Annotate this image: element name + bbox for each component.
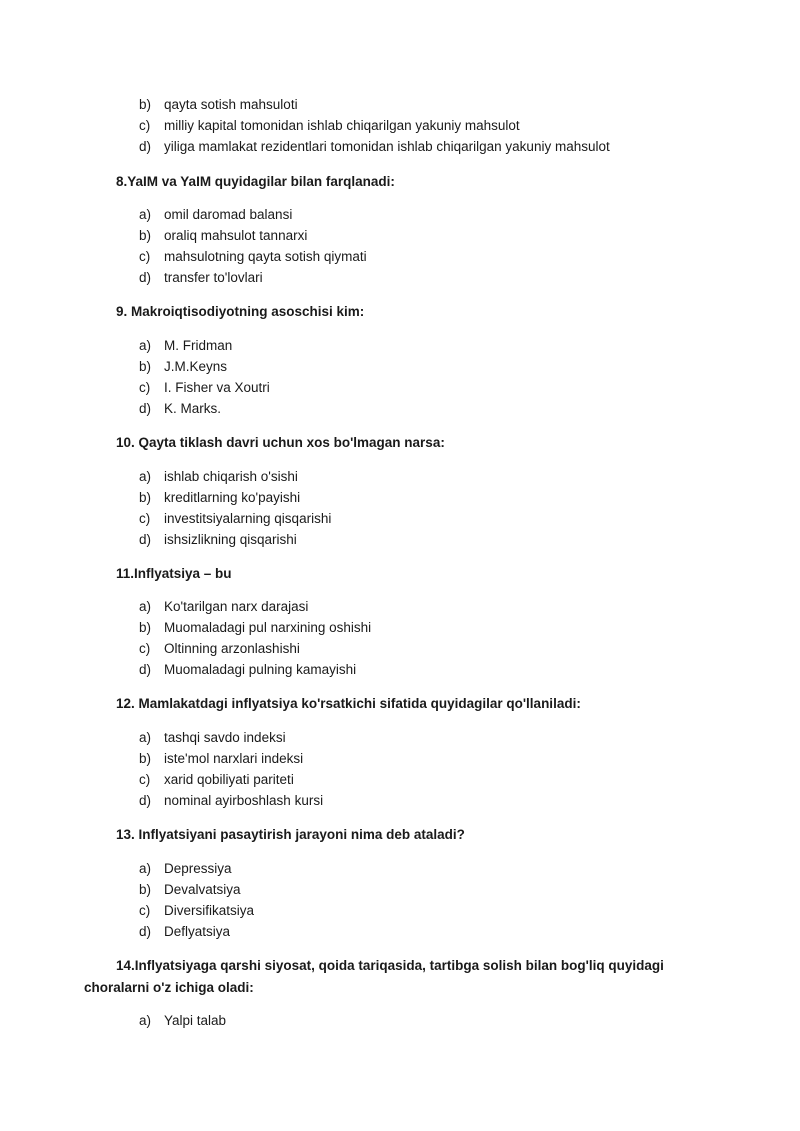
option-text: Ko'tarilgan narx darajasi (164, 599, 309, 614)
option-text: K. Marks. (164, 401, 222, 416)
option-text: ishsizlikning qisqarishi (164, 532, 297, 547)
option-text: omil daromad balansi (164, 207, 293, 222)
option-text: Yalpi talab (164, 1013, 227, 1028)
option-letter: b) (139, 620, 152, 635)
option-text: tashqi savdo indeksi (164, 730, 286, 745)
option-letter: d) (139, 139, 152, 154)
option-letter: a) (139, 338, 152, 353)
question-title-text: 14.Inflyatsiyaga qarshi siyosat, qoida tariqasida, tartibga solish bilan bog'liq quyidagi choralarni o'z ichiga oladi: (84, 958, 664, 995)
option-letter: c) (139, 249, 151, 264)
option-letter: b) (139, 751, 152, 766)
question-title: 13. Inflyatsiyani pasaytirish jarayoni nima deb ataladi? (116, 827, 465, 842)
question-title: 10. Qayta tiklash davri uchun xos bo'lmagan narsa: (116, 435, 445, 450)
question-title: 8.YaIM va YaIM quyidagilar bilan farqlanadi: (116, 174, 395, 189)
option-text: kreditlarning ko'payishi (164, 490, 301, 505)
option-letter: b) (139, 97, 152, 112)
option-letter: b) (139, 882, 152, 897)
option-letter: d) (139, 793, 152, 808)
option-letter: b) (139, 490, 152, 505)
option-text: milliy kapital tomonidan ishlab chiqarilgan yakuniy mahsulot (164, 118, 520, 133)
question-title: 11.Inflyatsiya – bu (116, 566, 232, 581)
option-text: iste'mol narxlari indeksi (164, 751, 304, 766)
option-text: ishlab chiqarish o'sishi (164, 469, 298, 484)
option-letter: c) (139, 772, 151, 787)
option-letter: d) (139, 270, 152, 285)
option-letter: c) (139, 511, 151, 526)
option-text: Deflyatsiya (164, 924, 231, 939)
option-letter: d) (139, 532, 152, 547)
option-text: nominal ayirboshlash kursi (164, 793, 324, 808)
option-letter: c) (139, 380, 151, 395)
option-letter: a) (139, 599, 152, 614)
option-letter: a) (139, 861, 152, 876)
option-text: I. Fisher va Xoutri (164, 380, 270, 395)
option-letter: a) (139, 469, 152, 484)
option-text: Depressiya (164, 861, 232, 876)
option-letter: c) (139, 903, 151, 918)
option-letter: c) (139, 641, 151, 656)
option-text: Diversifikatsiya (164, 903, 255, 918)
option-text: M. Fridman (164, 338, 233, 353)
option-letter: a) (139, 730, 152, 745)
option-text: J.M.Keyns (164, 359, 228, 374)
option-letter: d) (139, 401, 152, 416)
option-text: oraliq mahsulot tannarxi (164, 228, 308, 243)
question-title: 9. Makroiqtisodiyotning asoschisi kim: (116, 304, 365, 319)
option-text: investitsiyalarning qisqarishi (164, 511, 332, 526)
question-title: 12. Mamlakatdagi inflyatsiya ko'rsatkichi sifatida quyidagilar qo'llaniladi: (116, 696, 581, 711)
option-text: transfer to'lovlari (164, 270, 263, 285)
option-text: Devalvatsiya (164, 882, 241, 897)
option-letter: d) (139, 924, 152, 939)
option-text: xarid qobiliyati pariteti (164, 772, 294, 787)
question-title (84, 955, 704, 999)
option-text: Muomaladagi pul narxining oshishi (164, 620, 372, 635)
option-text: yiliga mamlakat rezidentlari tomonidan ishlab chiqarilgan yakuniy mahsulot (164, 139, 610, 154)
option-text: qayta sotish mahsuloti (164, 97, 298, 112)
option-letter: a) (139, 1013, 152, 1028)
option-letter: d) (139, 662, 152, 677)
option-letter: c) (139, 118, 151, 133)
option-text: mahsulotning qayta sotish qiymati (164, 249, 367, 264)
option-text: Muomaladagi pulning kamayishi (164, 662, 357, 677)
option-text: Oltinning arzonlashishi (164, 641, 300, 656)
option-letter: b) (139, 359, 152, 374)
option-letter: a) (139, 207, 152, 222)
option-letter: b) (139, 228, 152, 243)
